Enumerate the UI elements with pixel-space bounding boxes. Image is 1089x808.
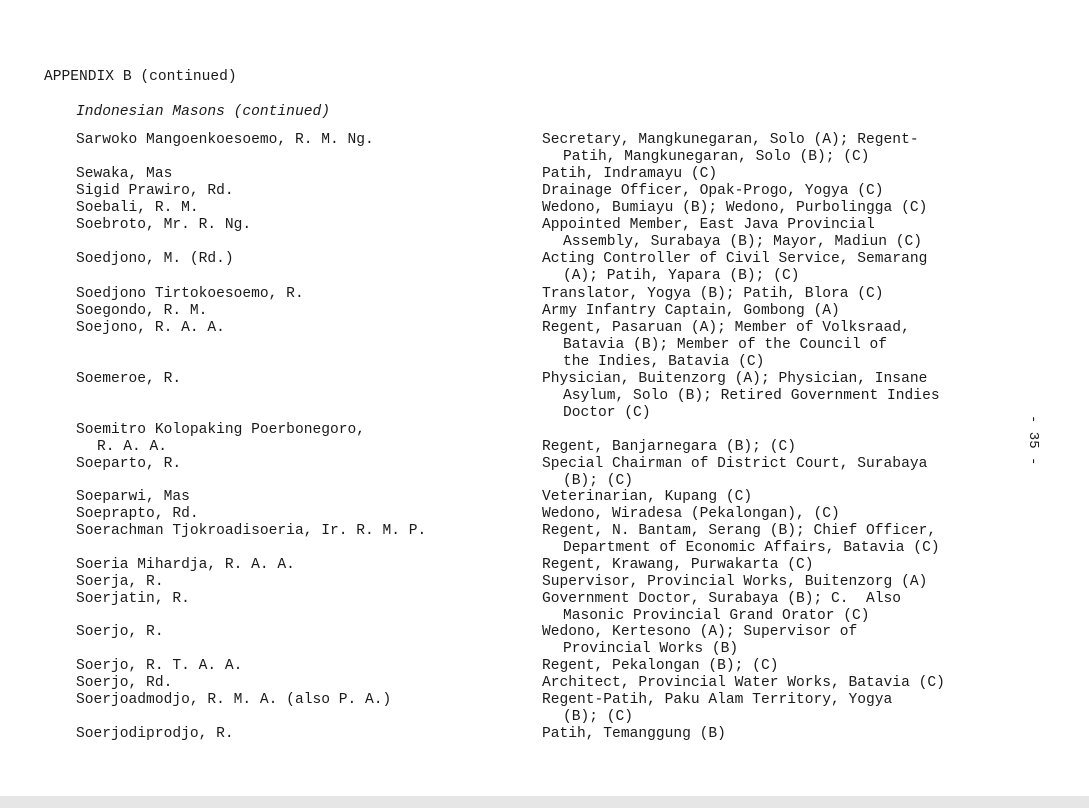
entry-description-line: Patih, Temanggung (B) (542, 726, 726, 742)
entry-name-line: Soerjo, Rd. (76, 675, 173, 691)
entry-description (542, 217, 1022, 251)
section-subheading: Indonesian Masons (continued) (76, 104, 330, 120)
page-number: - 35 - (1025, 415, 1041, 466)
entry-description-line: (B); (C) (563, 709, 634, 725)
entry-name-line: Soerjo, R. T. A. A. (76, 658, 243, 674)
entry-description (542, 320, 1022, 371)
entry-name-line: Soeprapto, Rd. (76, 506, 199, 522)
entry-description (542, 692, 1022, 726)
entry-name (76, 286, 526, 303)
entry-name-line: Soejono, R. A. A. (76, 320, 225, 336)
entry-name-line: Soeparwi, Mas (76, 489, 190, 505)
scan-bottom-edge (0, 796, 1089, 808)
entry-name-line: Soerjatin, R. (76, 591, 190, 607)
entry-description (542, 489, 1022, 506)
entry-description-line: Department of Economic Affairs, Batavia (C) (563, 540, 940, 556)
entry-description (542, 422, 1022, 456)
entry-description-line: Supervisor, Provincial Works, Buitenzorg (A) (542, 574, 928, 590)
entry-name (76, 320, 526, 337)
entry-name (76, 371, 526, 388)
entry-description-line: Architect, Provincial Water Works, Batavia (C) (542, 675, 945, 691)
entry-name (76, 183, 526, 200)
entry-name (76, 456, 526, 473)
entry-description-line: Government Doctor, Surabaya (B); C. Also (542, 591, 902, 607)
entry-description (542, 591, 1022, 625)
entry-name-line: Soemeroe, R. (76, 371, 182, 387)
entry-description (542, 132, 1022, 166)
entry-description-line: Patih, Indramayu (C) (542, 166, 718, 182)
entry-name (76, 200, 526, 217)
entry-name (76, 506, 526, 523)
entry-description (542, 251, 1022, 285)
entry-name-line: Soemitro Kolopaking Poerbonegoro, (76, 422, 366, 438)
entry-description-line: Patih, Mangkunegaran, Solo (B); (C) (563, 149, 870, 165)
entry-description-line: the Indies, Batavia (C) (563, 354, 765, 370)
entry-description-line: Wedono, Bumiayu (B); Wedono, Purbolingga (C) (542, 200, 928, 216)
entry-description-line: Special Chairman of District Court, Surabaya (542, 456, 928, 472)
entry-description-line: Doctor (C) (563, 405, 651, 421)
entry-name (76, 574, 526, 591)
entry-description-line: Appointed Member, East Java Provincial (542, 217, 875, 233)
entry-name-line: Sarwoko Mangoenkoesoemo, R. M. Ng. (76, 132, 374, 148)
entry-description-line (542, 422, 1022, 439)
entry-description-line: Veterinarian, Kupang (C) (542, 489, 753, 505)
entry-name-line: Soebroto, Mr. R. Ng. (76, 217, 252, 233)
entry-name-line: Soeria Mihardja, R. A. A. (76, 557, 295, 573)
entry-description (542, 303, 1022, 320)
entry-description-line: (A); Patih, Yapara (B); (C) (563, 268, 800, 284)
entry-description (542, 675, 1022, 692)
entry-name (76, 557, 526, 574)
entry-description-line: Regent, Krawang, Purwakarta (C) (542, 557, 814, 573)
entry-description-line: Physician, Buitenzorg (A); Physician, Insane (542, 371, 928, 387)
entry-name-line: Soerachman Tjokroadisoeria, Ir. R. M. P. (76, 523, 427, 539)
entry-description (542, 726, 1022, 743)
entry-description (542, 506, 1022, 523)
entry-description-line: Translator, Yogya (B); Patih, Blora (C) (542, 286, 884, 302)
entry-description-line: Assembly, Surabaya (B); Mayor, Madiun (C) (563, 234, 923, 250)
entry-name-line: Sewaka, Mas (76, 166, 173, 182)
entry-name (76, 251, 526, 268)
entry-name (76, 166, 526, 183)
entry-name (76, 523, 526, 540)
entry-name-line: R. A. A. (97, 439, 168, 455)
entry-description-line: Wedono, Kertesono (A); Supervisor of (542, 624, 858, 640)
entry-name (76, 591, 526, 608)
entry-description (542, 574, 1022, 591)
entry-description (542, 166, 1022, 183)
entry-name-line: Soerjo, R. (76, 624, 164, 640)
entry-description (542, 658, 1022, 675)
entry-description (542, 183, 1022, 200)
entry-name-line: Soerjoadmodjo, R. M. A. (also P. A.) (76, 692, 392, 708)
entry-name (76, 422, 526, 456)
entry-name (76, 658, 526, 675)
entry-name (76, 303, 526, 320)
entry-description (542, 523, 1022, 557)
entry-name-line: Soerjodiprodjo, R. (76, 726, 234, 742)
entry-description-line: Asylum, Solo (B); Retired Government Indies (563, 388, 940, 404)
entry-description-line: Wedono, Wiradesa (Pekalongan), (C) (542, 506, 840, 522)
entry-description-line: Acting Controller of Civil Service, Semarang (542, 251, 928, 267)
entry-name-line: Sigid Prawiro, Rd. (76, 183, 234, 199)
entry-name (76, 217, 526, 234)
entry-description (542, 624, 1022, 658)
entry-name-line: Soegondo, R. M. (76, 303, 208, 319)
entry-description-line: Regent, N. Bantam, Serang (B); Chief Officer, (542, 523, 937, 539)
entry-name-line: Soedjono, M. (Rd.) (76, 251, 234, 267)
entry-description (542, 200, 1022, 217)
entry-description (542, 286, 1022, 303)
entry-description-line: Regent-Patih, Paku Alam Territory, Yogya (542, 692, 893, 708)
entry-description-line: Regent, Pasaruan (A); Member of Volksraad, (542, 320, 910, 336)
entry-description (542, 557, 1022, 574)
entry-description-line: Masonic Provincial Grand Orator (C) (563, 608, 870, 624)
entry-description-line: Regent, Pekalongan (B); (C) (542, 658, 779, 674)
entry-name (76, 675, 526, 692)
appendix-heading: APPENDIX B (continued) (44, 69, 237, 85)
entry-description-line: Batavia (B); Member of the Council of (563, 337, 888, 353)
entry-name (76, 489, 526, 506)
entry-name (76, 692, 526, 709)
entry-description-line: Drainage Officer, Opak-Progo, Yogya (C) (542, 183, 884, 199)
entry-name (76, 726, 526, 743)
entry-name-line: Soebali, R. M. (76, 200, 199, 216)
entry-description-line: Secretary, Mangkunegaran, Solo (A); Regent- (542, 132, 919, 148)
entry-description-line: Regent, Banjarnegara (B); (C) (542, 439, 796, 455)
entry-description-line: Army Infantry Captain, Gombong (A) (542, 303, 840, 319)
entry-name-line: Soedjono Tirtokoesoemo, R. (76, 286, 304, 302)
entry-name-line: Soerja, R. (76, 574, 164, 590)
entry-description-line: (B); (C) (563, 473, 634, 489)
entry-name-line: Soeparto, R. (76, 456, 182, 472)
entry-description (542, 456, 1022, 490)
entry-description-line: Provincial Works (B) (563, 641, 739, 657)
entry-description (542, 371, 1022, 422)
entry-name (76, 132, 526, 149)
entry-name (76, 624, 526, 641)
